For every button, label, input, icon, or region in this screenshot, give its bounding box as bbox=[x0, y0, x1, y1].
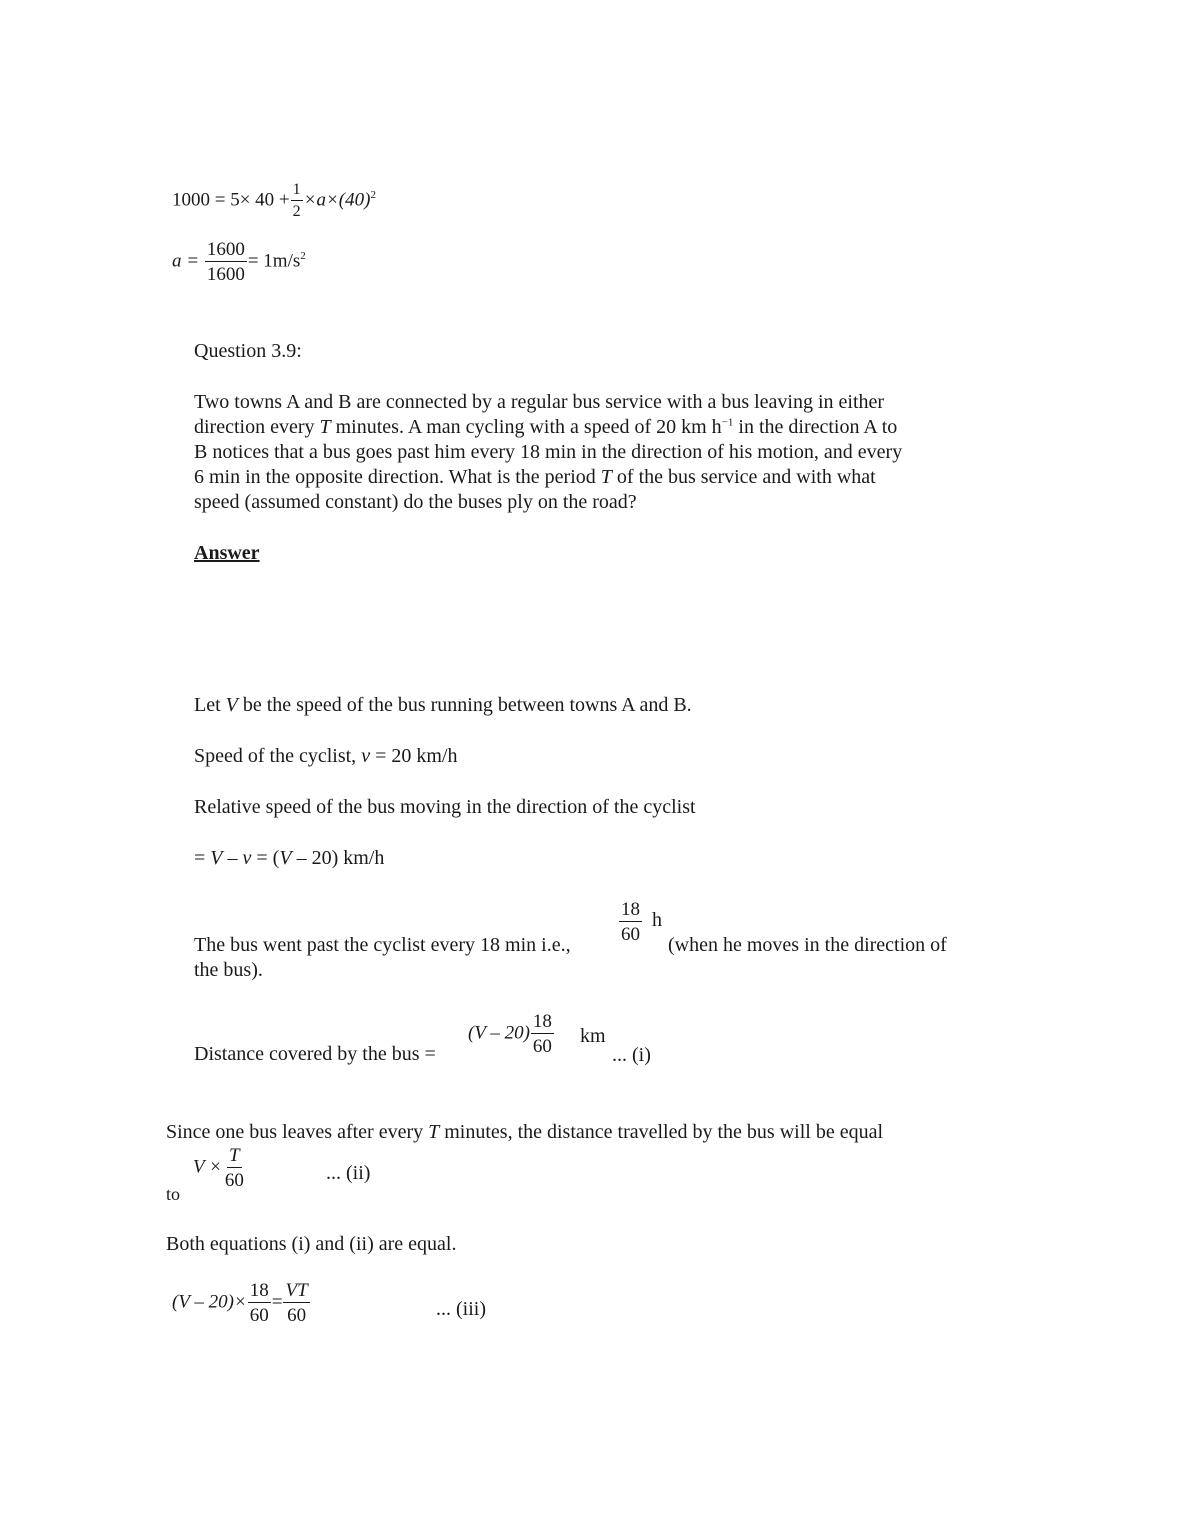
answer-line-7: Since one bus leaves after every T minutes, the distance travelled by the bus will be equal bbox=[166, 1121, 884, 1143]
equation-acceleration bbox=[172, 240, 306, 284]
answer-line-5-end: (when he moves in the direction of bbox=[668, 934, 947, 956]
unit-h: h bbox=[652, 909, 662, 931]
eq1-lhs: 1000 = 5× 40 + bbox=[172, 189, 290, 211]
fraction-half: $\frac{1}{2}$ bbox=[292, 181, 301, 220]
equation-tag-ii: ... (ii) bbox=[326, 1162, 371, 1184]
answer-line-6: Distance covered by the bus = bbox=[194, 1043, 436, 1065]
question-line-1: Two towns A and B are connected by a regular bus service with a bus leaving in either bbox=[194, 391, 885, 413]
answer-line-4: = V – v = (V – 20) km/h bbox=[194, 847, 385, 869]
answer-line-3: Relative speed of the bus moving in the direction of the cyclist bbox=[194, 796, 696, 818]
eq1-exponent: 2 bbox=[370, 189, 376, 202]
distance-expression: (V – 20) $\frac{18}{60}$ bbox=[468, 1011, 552, 1057]
question-line-5: speed (assumed constant) do the buses ply on the road? bbox=[194, 491, 637, 513]
equation-iii: (V – 20)× $\frac{18}{60}$ = $\frac{VT}{60}$ bbox=[172, 1280, 308, 1326]
expression-vt-60: V × $\frac{T}{60}$ bbox=[193, 1145, 244, 1191]
question-line-2: direction every T minutes. A man cycling with a speed of 20 km $h^{-1}$ in the direction A to bbox=[194, 416, 898, 438]
eq1-rest: ×a×(40) bbox=[303, 189, 371, 211]
question-heading: Question 3.9: bbox=[194, 340, 302, 362]
word-to: to bbox=[166, 1184, 181, 1204]
eq2-exponent: 2 bbox=[300, 250, 306, 263]
fraction-1600: $\frac{1600}{1600}$ bbox=[206, 239, 245, 285]
eq2-lhs: a = bbox=[172, 250, 200, 272]
fraction-18-60-h: $\frac{18}{60}$ bbox=[621, 899, 640, 945]
answer-line-2: Speed of the cyclist, v = 20 km/h bbox=[194, 745, 458, 767]
question-line-3: B notices that a bus goes past him every 18 min in the direction of his motion, and every bbox=[194, 441, 903, 463]
question-line-4: 6 min in the opposite direction. What is the period T of the bus service and with what bbox=[194, 466, 876, 488]
answer-line-5b: the bus). bbox=[194, 959, 263, 981]
answer-line-9: Both equations (i) and (ii) are equal. bbox=[166, 1233, 457, 1255]
unit-km: km bbox=[580, 1025, 606, 1047]
equation-1000 bbox=[172, 182, 376, 220]
question-paragraph bbox=[194, 390, 902, 515]
answer-line-5: The bus went past the cyclist every 18 min i.e., bbox=[194, 934, 571, 956]
equation-tag-i: ... (i) bbox=[612, 1044, 651, 1066]
answer-label: Answer bbox=[194, 542, 260, 564]
eq2-rhs: = 1m/s bbox=[247, 250, 301, 272]
answer-line-1: Let V be the speed of the bus running between towns A and B. bbox=[194, 694, 692, 716]
equation-tag-iii: ... (iii) bbox=[436, 1298, 486, 1320]
